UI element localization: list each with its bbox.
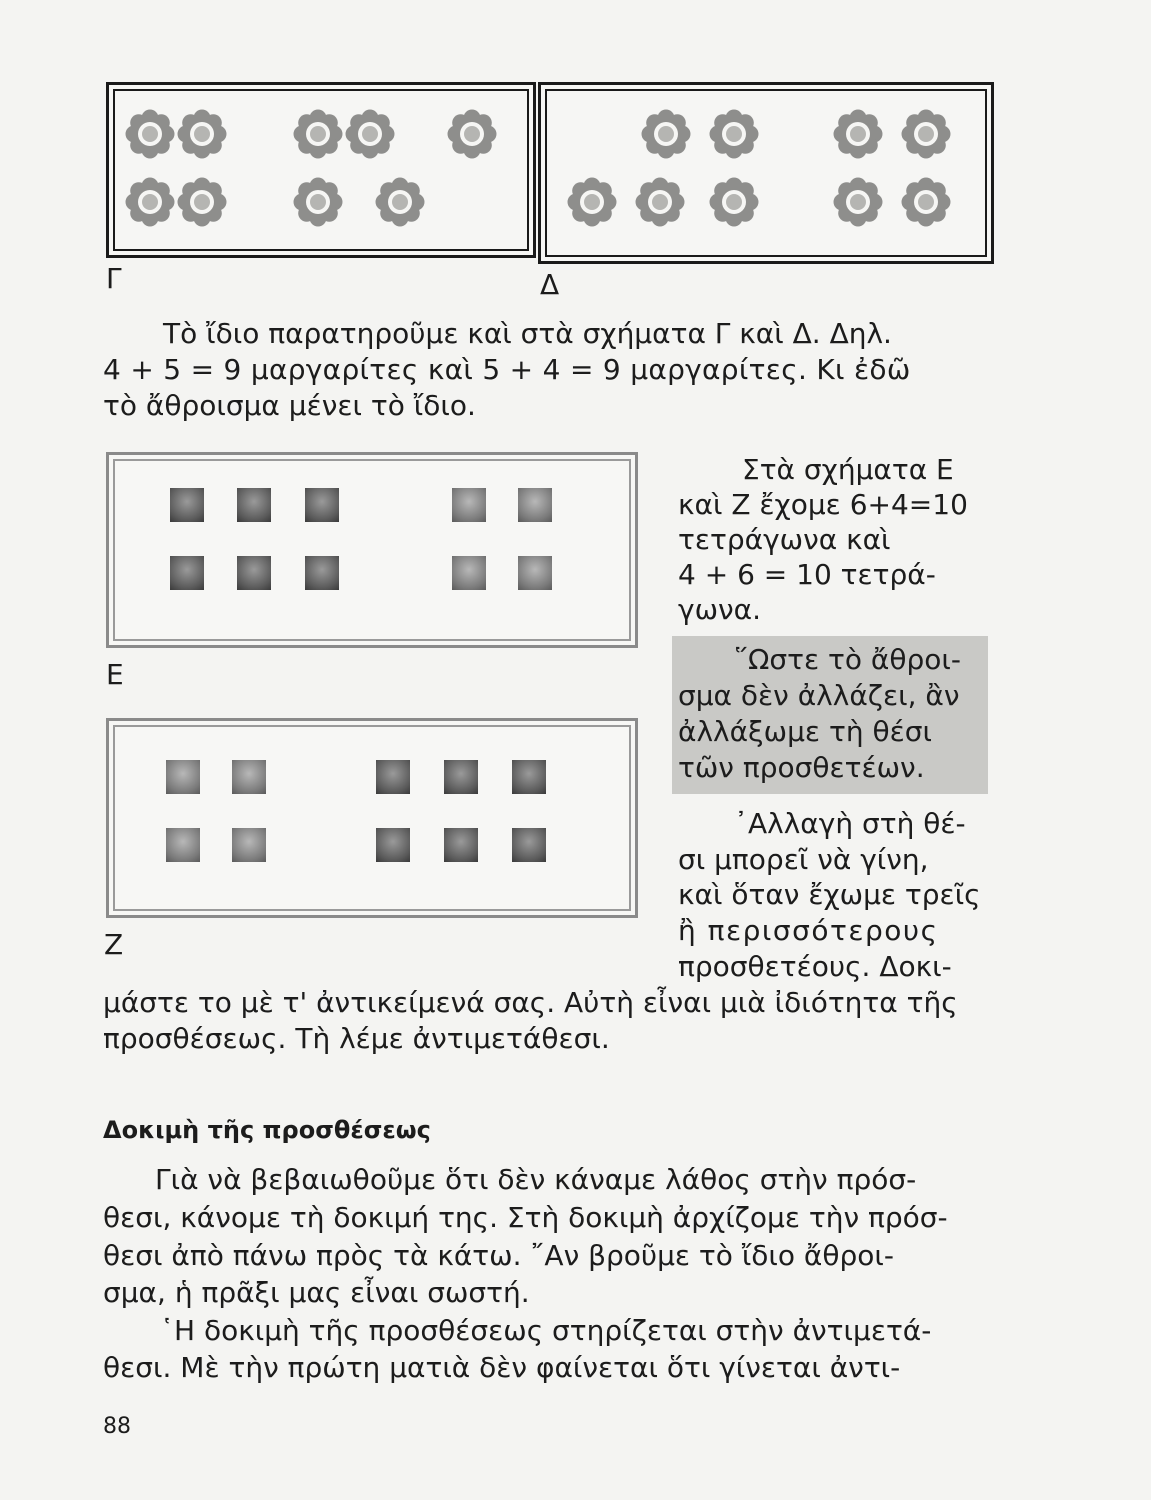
square: [237, 556, 271, 590]
flower-icon: [634, 176, 686, 228]
rule-line-1: ῞Ωστε τὸ ἄθροι-: [734, 643, 961, 676]
square: [305, 488, 339, 522]
flower-icon: [832, 176, 884, 228]
para1-line-2: 4 + 5 = 9 μαργαρίτες καὶ 5 + 4 = 9 μαργαρίτες. Κι ἐδῶ: [103, 353, 911, 386]
square: [452, 556, 486, 590]
flower-icon: [124, 108, 176, 160]
flower-icon: [374, 176, 426, 228]
flower-icon: [292, 108, 344, 160]
side2-line-1: ᾿Αλλαγὴ στὴ θέ-: [734, 807, 966, 840]
para2-line-2: προσθέσεως. Τὴ λέμε ἀντιμετάθεσι.: [103, 1022, 610, 1055]
para1-line-1: Τὸ ἴδιο παρατηροῦμε καὶ στὰ σχήματα Γ καὶ Δ. Δηλ.: [163, 317, 892, 350]
figure-z: [106, 718, 638, 918]
figure-e: [106, 452, 638, 648]
square: [512, 760, 546, 794]
flower-icon: [900, 108, 952, 160]
para2-line-1: μάστε το μὲ τ' ἀντικείμενά σας. Αὐτὴ εἶναι μιὰ ἰδιότητα τῆς: [103, 986, 958, 1019]
square: [444, 828, 478, 862]
side-line-4: 4 + 6 = 10 τετρά-: [678, 558, 936, 591]
square: [376, 760, 410, 794]
square: [512, 828, 546, 862]
square: [518, 488, 552, 522]
flower-icon: [900, 176, 952, 228]
flower-icon: [708, 176, 760, 228]
para4-line-2: θεσι. Μὲ τὴν πρώτη ματιὰ δὲν φαίνεται ὅτι γίνεται ἀντι-: [103, 1351, 901, 1384]
side-line-5: γωνα.: [678, 593, 762, 626]
square: [518, 556, 552, 590]
rule-line-3: ἀλλάξωμε τὴ θέσι: [678, 715, 932, 748]
flower-icon: [566, 176, 618, 228]
flower-icon: [344, 108, 396, 160]
flower-icon: [640, 108, 692, 160]
side2-line-3: καὶ ὅταν ἔχωμε τρεῖς: [678, 878, 981, 911]
para3-line-4: σμα, ἡ πρᾶξι μας εἶναι σωστή.: [103, 1276, 530, 1309]
square: [452, 488, 486, 522]
para3-line-1: Γιὰ νὰ βεβαιωθοῦμε ὅτι δὲν κάναμε λάθος στὴν πρόσ-: [155, 1163, 917, 1196]
para1-line-3: τὸ ἄθροισμα μένει τὸ ἴδιο.: [103, 389, 476, 422]
square: [237, 488, 271, 522]
page-number: 88: [103, 1414, 131, 1439]
para3-line-2: θεσι, κάνομε τὴ δοκιμή της. Στὴ δοκιμὴ ἀρχίζομε τὴν πρόσ-: [103, 1201, 948, 1234]
square: [376, 828, 410, 862]
flower-icon: [176, 108, 228, 160]
square: [166, 828, 200, 862]
para4-line-1: ῾Η δοκιμὴ τῆς προσθέσεως στηρίζεται στὴν ἀντιμετά-: [160, 1314, 932, 1347]
flower-icon: [446, 108, 498, 160]
flower-icon: [176, 176, 228, 228]
section-heading: Δοκιμὴ τῆς προσθέσεως: [103, 1116, 431, 1144]
rule-line-2: σμα δὲν ἀλλάζει, ἂν: [678, 679, 960, 712]
figure-label-e: Ε: [106, 658, 124, 691]
square: [232, 828, 266, 862]
figure-label-g: Γ: [106, 262, 122, 295]
flower-icon: [832, 108, 884, 160]
side2-line-5: προσθετέους. Δοκι-: [678, 950, 952, 983]
side-line-2: καὶ Ζ ἔχομε 6+4=10: [678, 488, 968, 521]
figure-label-z: Ζ: [104, 928, 124, 961]
square: [305, 556, 339, 590]
side-line-1: Στὰ σχήματα Ε: [742, 453, 954, 486]
square: [170, 556, 204, 590]
square: [170, 488, 204, 522]
side-line-3: τετράγωνα καὶ: [678, 523, 891, 556]
square: [444, 760, 478, 794]
figure-label-d: Δ: [540, 268, 560, 301]
flower-icon: [124, 176, 176, 228]
square: [166, 760, 200, 794]
side2-line-4: ἢ περισσότερους: [678, 914, 939, 947]
side2-line-2: σι μπορεῖ νὰ γίνη,: [678, 843, 929, 876]
flower-icon: [292, 176, 344, 228]
square: [232, 760, 266, 794]
rule-line-4: τῶν προσθετέων.: [678, 751, 925, 784]
para3-line-3: θεσι ἀπὸ πάνω πρὸς τὰ κάτω. ῎Αν βροῦμε τὸ ἴδιο ἄθροι-: [103, 1239, 894, 1272]
flower-icon: [708, 108, 760, 160]
